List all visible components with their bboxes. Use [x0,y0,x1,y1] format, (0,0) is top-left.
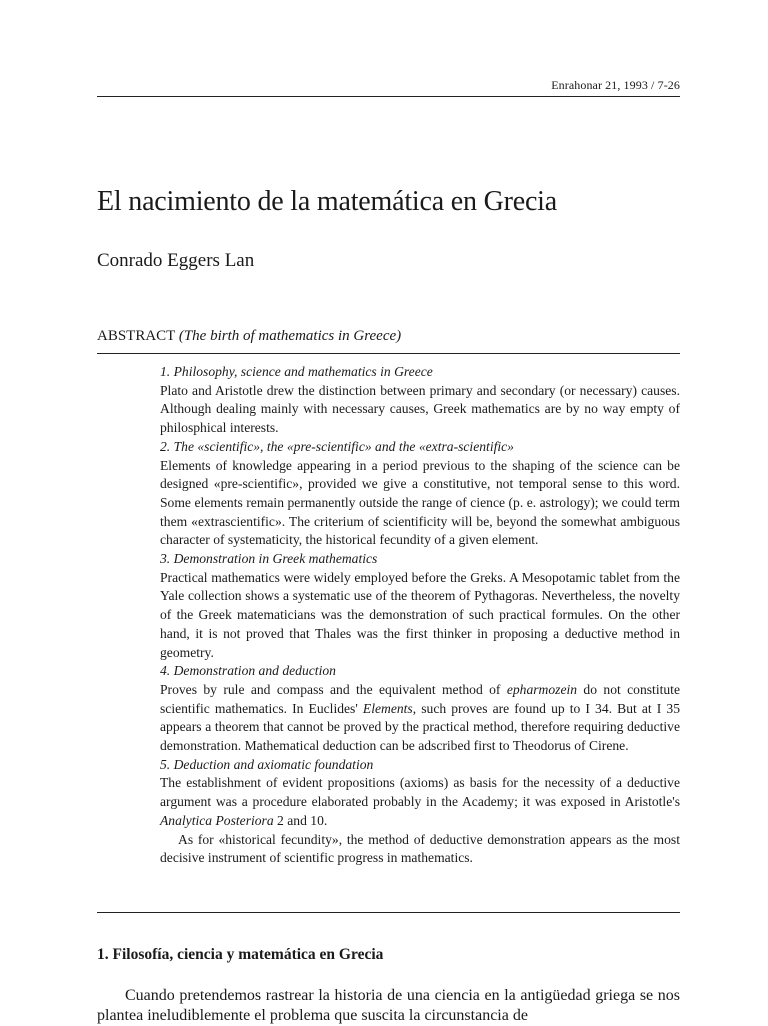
article-title: El nacimiento de la matemática en Grecia [97,186,557,217]
section-heading: 1. Filosofía, ciencia y matemática en Grecia [97,946,384,963]
abstract-section-text: Elements of knowledge appearing in a period previous to the shaping of the science can be designed «pre-scientific», provided we give a constitutive, not temporal sense to this word. Some elements remain permanently outside the range of cience (p. e. astrology); we could term them «extrascientific». The criterium of scientificity will be, beyond the somewhat ambiguous character of systematicity, the historical fecundity of a given element. [160,457,680,548]
abstract-section-text: Practical mathematics were widely employed before the Greks. A Mesopotamic tablet from the Yale collection shows a systematic use of the theorem of Pythagoras. Nevertheless, the novelty of the Greek matematicians was the demonstration of such practical formules. On the other hand, it is not proved that Thales was the first thinker in proposing a deductive method in geometry. [160,569,680,660]
abstract-label-text: ABSTRACT [97,328,176,344]
abstract-section-text [160,774,680,830]
abstract-closing: As for «historical fecundity», the method of deductive demonstration appears as the most decisive instrument of scientific progress in mathematics. [160,831,680,866]
abstract-section-text [160,681,680,756]
text-run: The establishment of evident propositions (axioms) as basis for the necessity of a deductive argument was a procedure elaborated probably in the Academy; it was exposed in Aristotle's [160,775,680,810]
abstract-section-heading: 5. Deduction and axiomatic foundation [160,756,374,772]
abstract-section-heading: 3. Demonstration in Greek mathematics [160,551,378,567]
abstract-section-heading: 1. Philosophy, science and mathematics in Greece [160,364,433,379]
greek-term: epharmozein [506,681,578,697]
body-paragraph: Cuando pretendemos rastrear la historia de una ciencia en la antigüedad griega se nos plantea ineludiblemente el problema que suscita la circunstancia de [97,987,680,1024]
abstract-label [97,328,401,345]
abstract-body [160,363,680,868]
running-head: Enrahonar 21, 1993 / 7-26 [551,78,680,92]
author-name: Conrado Eggers Lan [97,250,255,271]
work-title: Analytica Posteriora [160,812,274,828]
abstract-section-heading: 4. Demonstration and deduction [160,663,336,679]
text-run: 2 and 10. [273,812,328,828]
abstract-section-text: Plato and Aristotle drew the distinction between primary and secondary (or necessary) causes. Although dealing mainly with necessary causes, Greek mathematics are by no way empty of philosphical interests. [160,382,680,436]
abstract-bottom-rule [97,912,680,913]
header-rule [97,96,680,97]
text-run: Proves by rule and compass and the equivalent method of [160,681,507,697]
abstract-section-heading: 2. The «scientific», the «pre-scientific» and the «extra-scientific» [160,438,514,454]
text-run: do not constitute scientific mathematics. In Euclides' [160,681,680,716]
abstract-top-rule [97,353,680,354]
text-run: , such proves are found up to I 34. But at I 35 appears a theorem that cannot be proved by the practical method, therefore requiring deductive demonstration. Mathematical deduction can be adscribed first to Theodorus of Cirene. [160,700,680,754]
abstract-subtitle: (The birth of mathematics in Greece) [178,328,402,344]
work-title: Elements [362,700,413,716]
